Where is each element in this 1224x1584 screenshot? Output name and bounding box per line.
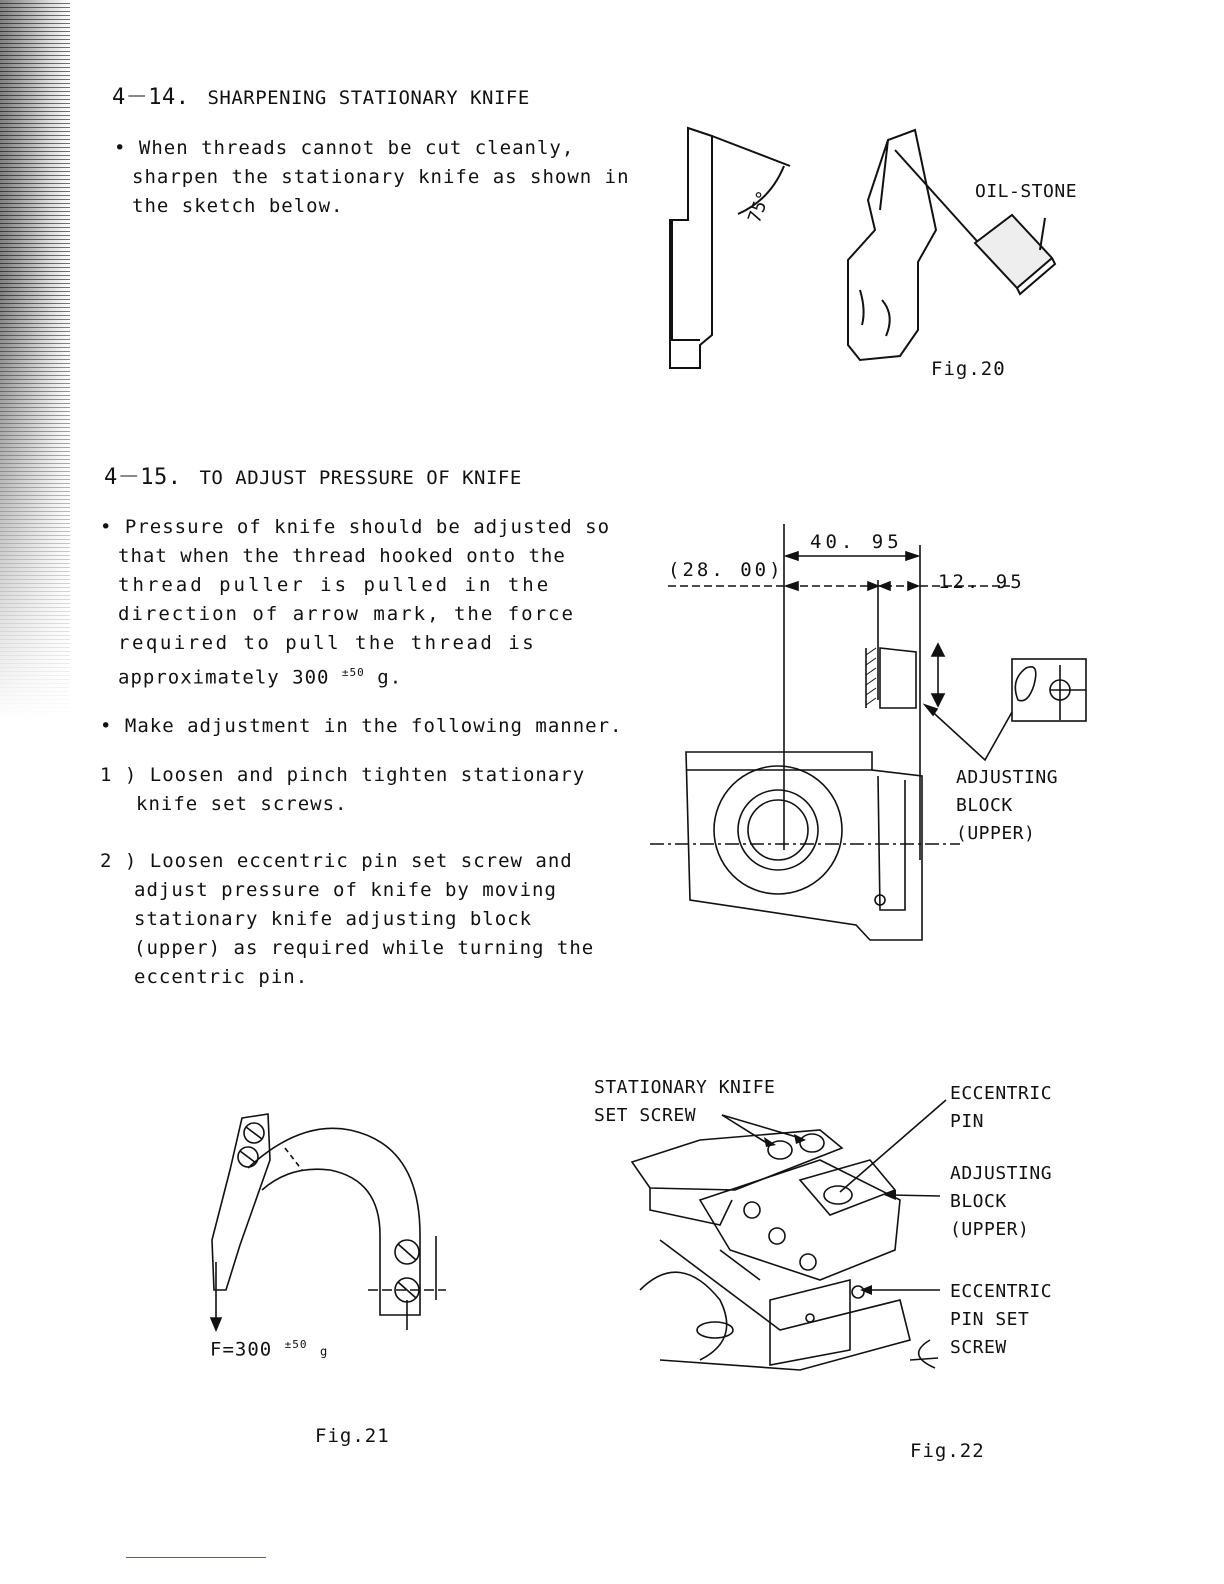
text-line: direction of arrow mark, the force	[118, 603, 575, 625]
section-number: 4－14.	[112, 85, 190, 110]
fig21-caption: Fig.21	[315, 1425, 390, 1447]
bullet: •	[100, 715, 113, 738]
eccentric-pin-set-screw-label: ECCENTRIC PIN SET SCREW	[950, 1281, 1053, 1358]
bullet: •	[114, 137, 127, 159]
step-label: 1 )	[100, 764, 138, 787]
step-label: 2 )	[100, 850, 138, 873]
text-line: Pressure of knife should be adjusted so	[124, 516, 611, 538]
tolerance: ±50	[284, 1338, 308, 1351]
footer-rule	[126, 1557, 266, 1558]
text-line: the sketch below.	[132, 195, 344, 217]
fig22-caption: Fig.22	[910, 1440, 985, 1462]
text-line: that when the thread hooked onto the	[118, 545, 566, 567]
force-value: F=300	[210, 1338, 273, 1361]
text-line: adjust pressure of knife by moving	[134, 879, 557, 902]
oilstone-label: OIL-STONE	[975, 181, 1078, 202]
fig20-caption: Fig.20	[931, 358, 1006, 380]
stationary-knife-set-screw-label: STATIONARY KNIFE SET SCREW	[594, 1077, 776, 1126]
dimension-40-95: 40. 95	[810, 531, 903, 553]
section-title: SHARPENING STATIONARY KNIFE	[207, 87, 530, 109]
bullet: •	[100, 516, 113, 538]
text-line: When threads cannot be cut cleanly,	[138, 137, 575, 159]
dimension-28-00: (28. 00)	[668, 559, 784, 581]
text-line: thread puller is pulled in the	[118, 574, 552, 596]
text-line: Make adjustment in the following manner.	[124, 715, 623, 738]
adjusting-block-label: ADJUSTING BLOCK (UPPER)	[956, 767, 1059, 844]
unit: g	[319, 1344, 329, 1359]
angle-label: 75°	[744, 187, 776, 226]
dimension-12-95: 12. 95	[938, 571, 1025, 593]
text-line: knife set screws.	[136, 793, 348, 816]
text-line: eccentric pin.	[134, 966, 309, 989]
text-line: Loosen and pinch tighten stationary	[149, 764, 586, 787]
adjusting-block-upper-label: ADJUSTING BLOCK (UPPER)	[950, 1163, 1053, 1240]
text-line: required to pull the thread is	[118, 632, 537, 654]
text-line: Loosen eccentric pin set screw and	[149, 850, 573, 873]
text-line: (upper) as required while turning the	[134, 937, 595, 960]
text-line: sharpen the stationary knife as shown in	[132, 166, 630, 188]
section-title: TO ADJUST PRESSURE OF KNIFE	[199, 467, 522, 489]
section-number: 4－15.	[104, 465, 182, 490]
text-line: stationary knife adjusting block	[134, 908, 533, 931]
unit: g.	[377, 666, 403, 689]
text-line: approximately 300	[118, 666, 330, 689]
tolerance: ±50	[341, 666, 365, 679]
eccentric-pin-label: ECCENTRIC PIN	[950, 1083, 1053, 1132]
